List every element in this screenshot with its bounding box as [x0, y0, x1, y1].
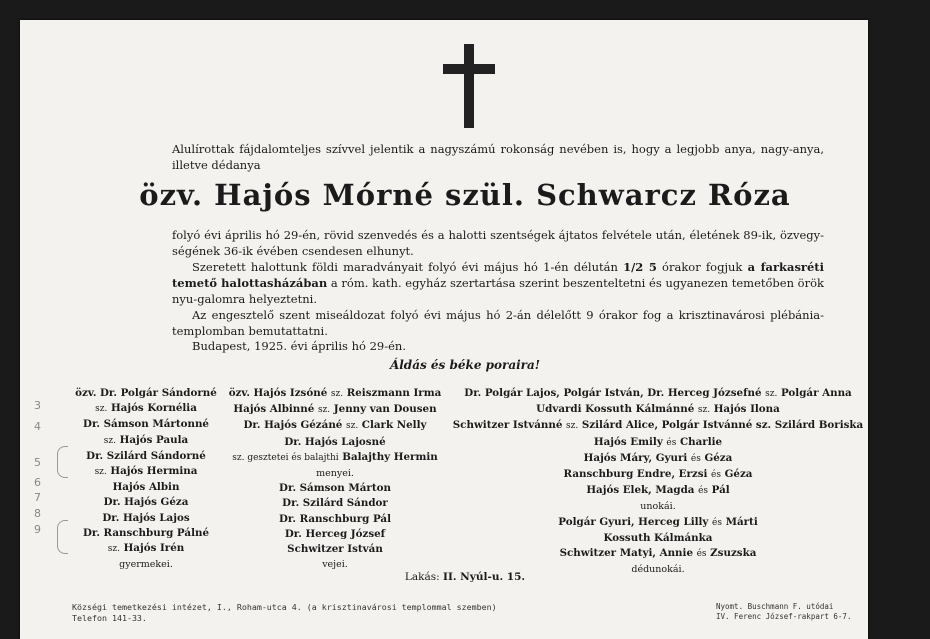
- body-p4: Budapest, 1925. évi április hó 29-én.: [192, 339, 406, 353]
- daughters-in-law-role: menyei.: [316, 468, 354, 480]
- grandchild-line: Udvardi Kossuth Kálmánné sz. Hajós Ilona: [536, 403, 780, 416]
- body-paragraph-3: [172, 307, 824, 339]
- printer-line-1: Nyomt. Buschmann F. utódai: [716, 602, 834, 611]
- pencil-mark: 6: [34, 476, 41, 489]
- body-paragraph-2: [172, 259, 824, 307]
- in-law-line: Schwitzer István: [287, 543, 383, 556]
- printer-info: [716, 602, 851, 622]
- pencil-bracket: [57, 446, 68, 478]
- pencil-mark: 4: [34, 420, 41, 433]
- body-p2-place: a farkasréti temető halottasházában: [172, 260, 824, 290]
- body-paragraph-4: [172, 338, 824, 354]
- in-law-line: Dr. Szilárd Sándor: [282, 497, 388, 510]
- intro-text: [172, 141, 824, 173]
- funeral-home-line-2: Telefon 141-33.: [72, 613, 147, 623]
- intro-line: Alulírottak fájdalomteljes szívvel jelentik a nagyszámú rokonság nevében is, hogy a legjobb anya, nagy-anya, illetve dédanya: [172, 142, 824, 172]
- grandchild-line: Hajós Elek, Magda és Pál: [586, 484, 730, 497]
- address-label: Lakás:: [404, 571, 440, 583]
- body-p2-a: Szeretett halottunk földi maradványait folyó évi május hó 1-én délután: [192, 260, 624, 274]
- body-p2-time: 1/2 5: [623, 260, 657, 274]
- pencil-mark: 9: [34, 523, 41, 536]
- blessing-line: Áldás és béke poraira!: [389, 358, 541, 372]
- in-law-line: Hajós Albinné sz. Jenny van Dousen: [233, 403, 437, 416]
- in-law-line: Dr. Hajós Gézáné sz. Clark Nelly: [243, 419, 427, 432]
- child-line: Hajós Albin: [112, 481, 180, 494]
- funeral-home-info: [72, 602, 497, 624]
- in-law-line: özv. Hajós Izsóné sz. Reiszmann Irma: [228, 387, 442, 399]
- child-line: Dr. Sámson Mártonné: [83, 418, 209, 431]
- pencil-mark: 7: [34, 491, 41, 504]
- pencil-mark: 8: [34, 507, 41, 520]
- child-line: sz. Hajós Paula: [103, 433, 189, 446]
- cross-icon: [443, 44, 495, 128]
- grandchild-line: Hajós Máry, Gyuri és Géza: [583, 451, 733, 464]
- grandchild-line: Dr. Polgár Lajos, Polgár István, Dr. Herceg Józsefné sz. Polgár Anna: [464, 387, 852, 399]
- pencil-annotations: [34, 395, 41, 535]
- children-role: gyermekei.: [119, 559, 173, 571]
- child-line: Dr. Szilárd Sándorné: [86, 449, 206, 462]
- child-line: Dr. Ranschburg Pálné: [82, 526, 210, 539]
- printer-line-2: IV. Ferenc József-rakpart 6-7.: [716, 612, 852, 621]
- great-grandchild-line: Kossuth Kálmánka: [603, 531, 713, 544]
- grandchildren-role: unokái.: [640, 501, 676, 513]
- address-line: [0, 571, 930, 583]
- in-laws-column: [226, 386, 444, 572]
- sons-in-law-role: vejei.: [322, 559, 348, 571]
- grandchild-line: Ranschburg Endre, Erzsi és Géza: [563, 468, 753, 481]
- pencil-mark: 3: [34, 399, 41, 412]
- child-line: sz. Hajós Hermina: [94, 465, 198, 478]
- body-p2-c: a róm. kath. egyház szertartása szerint beszenteltetni és ugyanezen temetőben örök nyu-galomra helyeztetni.: [172, 276, 824, 306]
- child-line: sz. Hajós Irén: [107, 542, 185, 555]
- in-law-line: Dr. Herceg József: [284, 527, 386, 540]
- in-law-line: sz. gesztetei és balajthi Balajthy Hermin: [232, 450, 438, 463]
- grandchildren-column: [448, 386, 868, 577]
- great-grandchild-line: Schwitzer Matyi, Annie és Zsuzska: [559, 547, 757, 560]
- pencil-mark: 5: [34, 456, 41, 469]
- body-p1: folyó évi április hó 29-én, rövid szenvedés és a halotti szentségek ájtatos felvétele után, életének 89-ik, özvegy-ségének 36-ik évében csendesen elhunyt.: [172, 228, 824, 258]
- funeral-home-line-1: Községi temetkezési intézet, I., Roham-utca 4. (a krisztinavárosi templommal szemben): [72, 602, 497, 612]
- child-line: özv. Dr. Polgár Sándorné: [75, 387, 217, 399]
- in-law-line: Dr. Ranschburg Pál: [278, 512, 392, 525]
- grandchild-line: Schwitzer Istvánné sz. Szilárd Alice, Polgár Istvánné sz. Szilárd Boriska: [452, 419, 864, 432]
- child-line: sz. Hajós Kornélia: [95, 402, 197, 415]
- body-paragraph-1: [172, 227, 824, 259]
- in-law-line: Dr. Sámson Márton: [279, 482, 391, 495]
- pencil-bracket: [57, 520, 68, 554]
- great-grandchildren-role: dédunokái.: [631, 564, 685, 576]
- child-line: Dr. Hajós Géza: [103, 496, 189, 509]
- body-p2-b: órakor fogjuk: [656, 260, 748, 274]
- body-p3: Az engesztelő szent miseáldozat folyó évi május hó 2-án délelőtt 9 órakor fog a krisztinavárosi plébánia-templomban bemutattatni.: [172, 308, 824, 338]
- in-law-line: Dr. Hajós Lajosné: [284, 435, 386, 448]
- grandchild-line: Hajós Emily és Charlie: [593, 435, 723, 448]
- children-column: [64, 386, 228, 572]
- address-value: II. Nyúl-u. 15.: [443, 571, 526, 583]
- child-line: Dr. Hajós Lajos: [102, 511, 190, 524]
- deceased-name: özv. Hajós Mórné szül. Schwarcz Róza: [139, 178, 791, 212]
- great-grandchild-line: Polgár Gyuri, Herceg Lilly és Márti: [558, 515, 758, 528]
